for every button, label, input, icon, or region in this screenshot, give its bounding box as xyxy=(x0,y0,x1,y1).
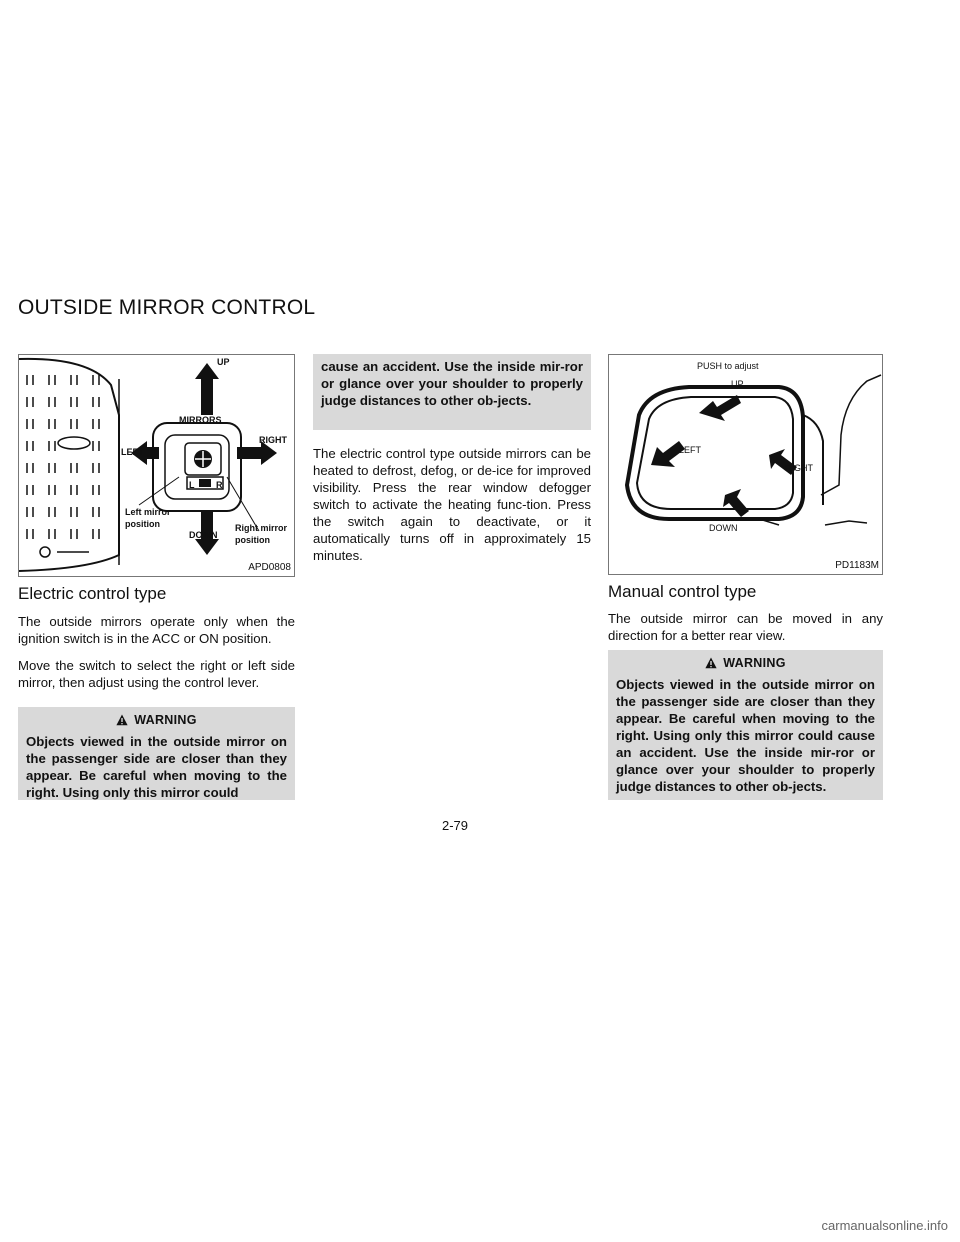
electric-para-2: Move the switch to select the right or left side mirror, then adjust using the control lever. xyxy=(18,658,295,690)
figure-code: APD0808 xyxy=(248,562,291,573)
warning-box-electric xyxy=(18,707,295,800)
warning-header xyxy=(608,650,883,676)
label-up: UP xyxy=(217,357,230,367)
mirror-switch-illustration xyxy=(19,355,294,576)
electric-para-1: The outside mirrors operate only when the ignition switch is in the ACC or ON position. xyxy=(18,614,295,646)
warning-title: WARNING xyxy=(723,656,786,670)
label-r: R xyxy=(216,480,223,490)
warning-triangle-icon xyxy=(705,657,717,669)
figure-manual-mirror xyxy=(608,354,883,575)
manual-para-1: The outside mirror can be moved in any direction for a better rear view. xyxy=(608,611,883,643)
warning-text: Objects viewed in the outside mirror on the passenger side are closer than they appear. Be careful when moving to the right. Using only this mirror could cause an accident. Use the inside mir-ror or glance over your shoulder to properly judge distances to other ob-jects. xyxy=(616,677,875,794)
label-left: LEFT xyxy=(679,445,702,455)
label-left: LEFT xyxy=(121,447,144,457)
label-right: RIGHT xyxy=(259,435,287,445)
section-title: OUTSIDE MIRROR CONTROL xyxy=(18,296,316,319)
warning-box-continued xyxy=(313,354,591,430)
label-down: DOWN xyxy=(189,530,218,540)
figure-code: PD1183M xyxy=(835,560,879,571)
label-right-mirror-1: Right mirror xyxy=(235,523,288,533)
page-number: 2-79 xyxy=(441,818,469,833)
label-right-mirror-2: position xyxy=(235,535,270,545)
label-down: DOWN xyxy=(709,523,738,533)
warning-box-manual xyxy=(608,650,883,800)
electric-para-3: The electric control type outside mirrors can be heated to defrost, defog, or de-ice for improved visibility. Press the rear window defogger switch to activate the heating func-tion. Press the switch again to deactivate, or it automatically turns off in approximately 15 minutes. xyxy=(313,446,591,563)
warning-title: WARNING xyxy=(134,713,197,727)
footer-watermark: carmanualsonline.info xyxy=(821,1218,948,1233)
label-right: RIGHT xyxy=(785,463,813,473)
label-mirrors: MIRRORS xyxy=(179,415,222,425)
label-up: UP xyxy=(731,379,744,389)
label-left-mirror-2: position xyxy=(125,519,160,529)
label-left-mirror-1: Left mirror xyxy=(125,507,171,517)
heading-electric-control: Electric control type xyxy=(18,584,167,603)
label-push-to-adjust: PUSH to adjust xyxy=(697,361,759,371)
warning-text: Objects viewed in the outside mirror on the passenger side are closer than they appear. Be careful when moving to the right. Using only this mirror could xyxy=(26,734,287,800)
label-l: L xyxy=(189,480,195,490)
figure-electric-mirror-switch xyxy=(18,354,295,577)
heading-manual-control: Manual control type xyxy=(608,582,757,601)
warning-text-continued: cause an accident. Use the inside mir-ror or glance over your shoulder to properly judge distances to other ob-jects. xyxy=(321,359,583,408)
manual-mirror-illustration xyxy=(609,355,882,574)
warning-triangle-icon xyxy=(116,714,128,726)
warning-header xyxy=(18,707,295,733)
